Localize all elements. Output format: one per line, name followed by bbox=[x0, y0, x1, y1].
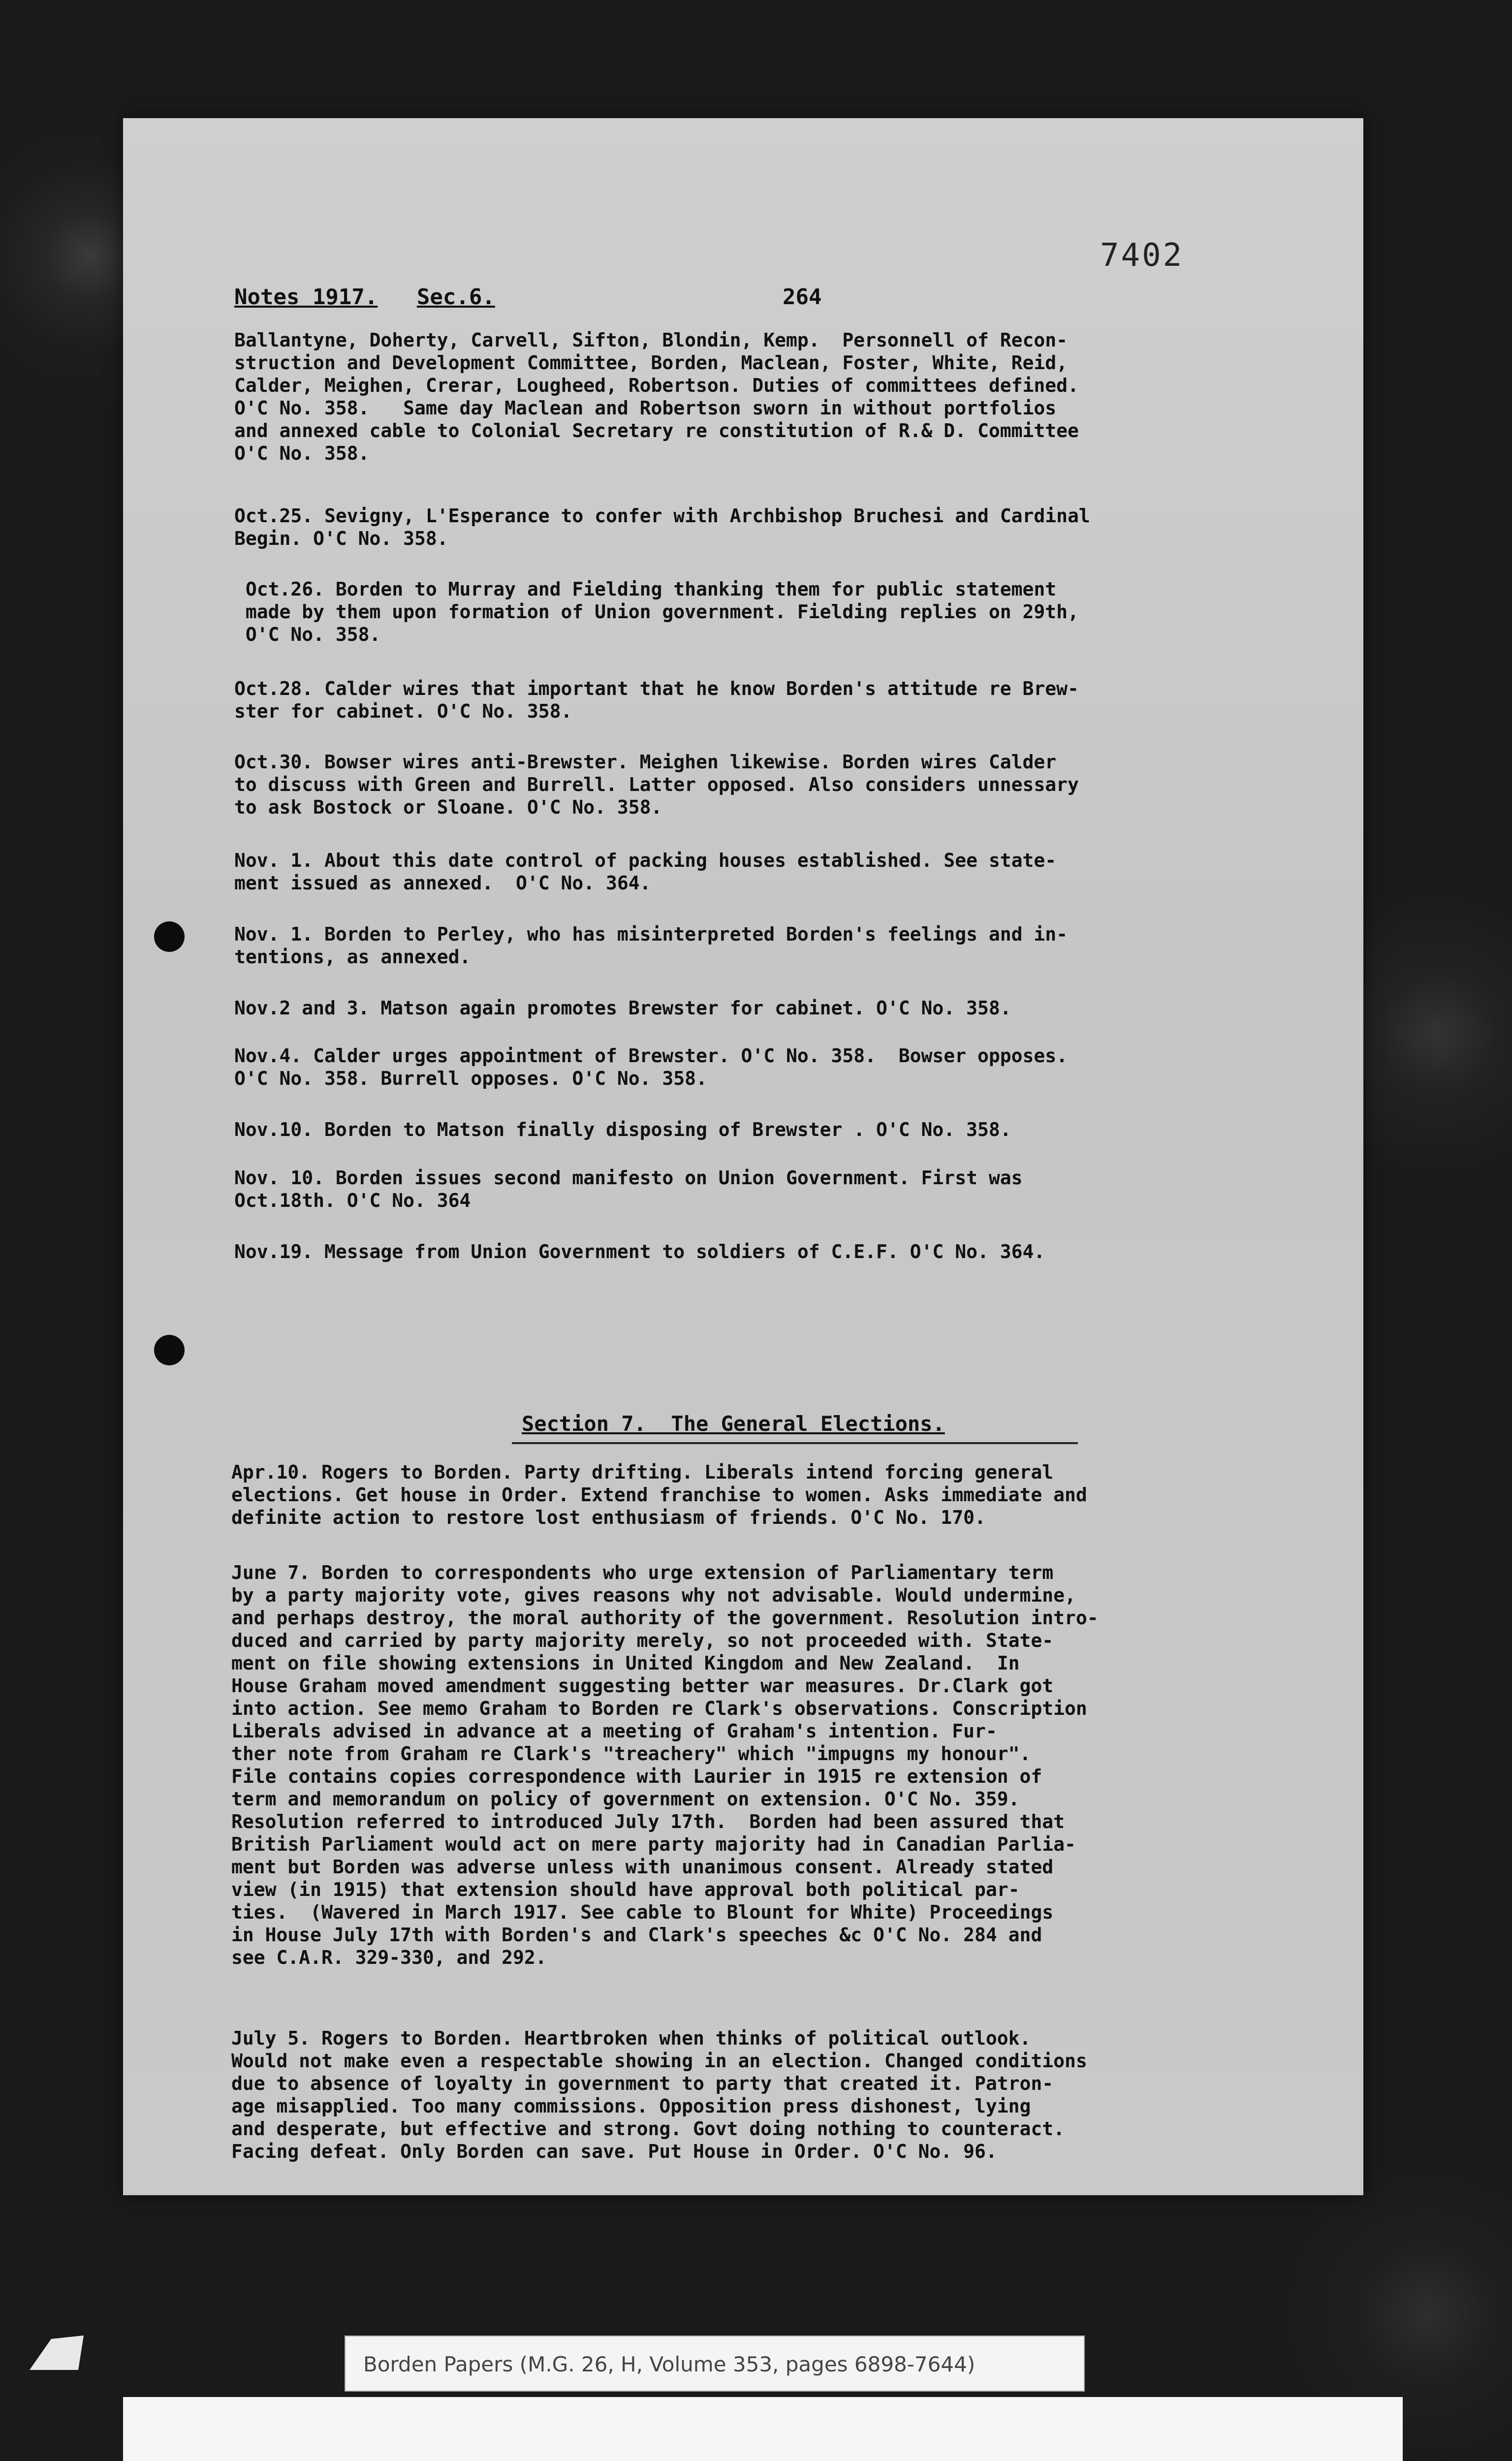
entry-ballantyne: Ballantyne, Doherty, Carvell, Sifton, Blondin, Kemp. Personnell of Recon- struction and Development Committee, Borden, Maclean, Foster, White, Reid, Calder, Meighen, Crerar, Lougheed, Robertson. Duties of committees defined. O'C No. 358. Same day Maclean and Robertson sworn in without portfolios and annexed cable to Colonial Secretary re constitution of R.& D. Committee O'C No. 358. bbox=[234, 329, 1079, 464]
entry-june7: June 7. Borden to correspondents who urge extension of Parliamentary term by a party majority vote, gives reasons why not advisable. Would undermine, and perhaps destroy, the moral authority of the government. Resolution intro- duced and carried by party majority merely, so not proceeded with. State- ment on file showing extensions in United Kingdom and New Zealand. In House Graham moved amendment suggesting better war measures. Dr.Clark got into action. See memo Graham to Borden re Clark's observations. Conscription Liberals advised in advance at a meeting of Graham's intention. Fur- ther note from Graham re Clark's "treachery" which "impugns my honour". File contains copies correspondence with Laurier in 1915 re extension of term and memorandum on policy of government on extension. O'C No. 359. Resolution referred to introduced July 17th. Borden had been assured that British Parliament would act on mere party majority had in Canadian Parlia- ment but Borden was adverse unless with unanimous consent. Already stated view (in 1915) that extension should have approval both political par- ties. (Wavered in March 1917. See cable to Blount for White) Proceedings in House July 17th with Borden's and Clark's speeches &c O'C No. 284 and see C.A.R. 329-330, and 292. bbox=[231, 1562, 1099, 1968]
entry-apr10: Apr.10. Rogers to Borden. Party drifting. Liberals intend forcing general elections. Get house in Order. Extend franchise to women. Asks immediate and definite action to restore lost enthusiasm of friends. O'C No. 170. bbox=[231, 1461, 1087, 1528]
notes-header-prefix: Notes 1917. bbox=[234, 284, 378, 310]
punch-hole bbox=[154, 921, 185, 952]
entry-nov1-perley: Nov. 1. Borden to Perley, who has misinterpreted Borden's feelings and in- tentions, as annexed. bbox=[234, 923, 1068, 968]
header-page-number: 264 bbox=[783, 284, 822, 310]
entry-nov19: Nov.19. Message from Union Government to soldiers of C.E.F. O'C No. 364. bbox=[234, 1241, 1045, 1262]
entry-nov2: Nov.2 and 3. Matson again promotes Brewster for cabinet. O'C No. 358. bbox=[234, 997, 1011, 1019]
punch-hole bbox=[154, 1335, 185, 1365]
entry-oct25: Oct.25. Sevigny, L'Esperance to confer with Archbishop Bruchesi and Cardinal Begin. O'C No. 358. bbox=[234, 505, 1090, 549]
entry-nov4: Nov.4. Calder urges appointment of Brewster. O'C No. 358. Bowser opposes. O'C No. 358. Burrell opposes. O'C No. 358. bbox=[234, 1045, 1068, 1089]
notes-header-section: Sec.6. bbox=[416, 284, 495, 310]
entry-oct30: Oct.30. Bowser wires anti-Brewster. Meighen likewise. Borden wires Calder to discuss with Green and Burrell. Latter opposed. Also considers unnessary to ask Bostock or Sloane. O'C No. 358. bbox=[234, 751, 1079, 818]
entry-july5: July 5. Rogers to Borden. Heartbroken when thinks of political outlook. Would not make even a respectable showing in an election. Changed conditions due to absence of loyalty in government to party that created it. Patron- age misapplied. Too many commissions. Opposition press dishonest, lying and desperate, but effective and strong. Govt doing nothing to counteract. Facing defeat. Only Borden can save. Put House in Order. O'C No. 96. bbox=[231, 2027, 1087, 2162]
archive-card bbox=[123, 2397, 1403, 2461]
entry-oct26: Oct.26. Borden to Murray and Fielding thanking them for public statement made by them upon formation of Union government. Fielding replies on 29th, O'C No. 358. bbox=[245, 578, 1079, 645]
entry-oct28: Oct.28. Calder wires that important that he know Borden's attitude re Brew- ster for cabinet. O'C No. 358. bbox=[234, 678, 1079, 722]
caption-slip bbox=[345, 2335, 1085, 2392]
entry-nov1-packing: Nov. 1. About this date control of packing houses established. See state- ment issued as annexed. O'C No. 364. bbox=[234, 850, 1057, 894]
caption-text: Borden Papers (M.G. 26, H, Volume 353, pages 6898-7644) bbox=[363, 2352, 976, 2376]
notes-header bbox=[234, 284, 495, 310]
entry-nov10-matson: Nov.10. Borden to Matson finally disposing of Brewster . O'C No. 358. bbox=[234, 1119, 1011, 1140]
stamp-number: 7402 bbox=[1100, 237, 1184, 274]
entry-nov10-manifesto: Nov. 10. Borden issues second manifesto on Union Government. First was Oct.18th. O'C No. 364 bbox=[234, 1167, 1023, 1211]
section-heading-rule bbox=[512, 1442, 1078, 1444]
section-7-heading: Section 7. The General Elections. bbox=[522, 1412, 945, 1436]
